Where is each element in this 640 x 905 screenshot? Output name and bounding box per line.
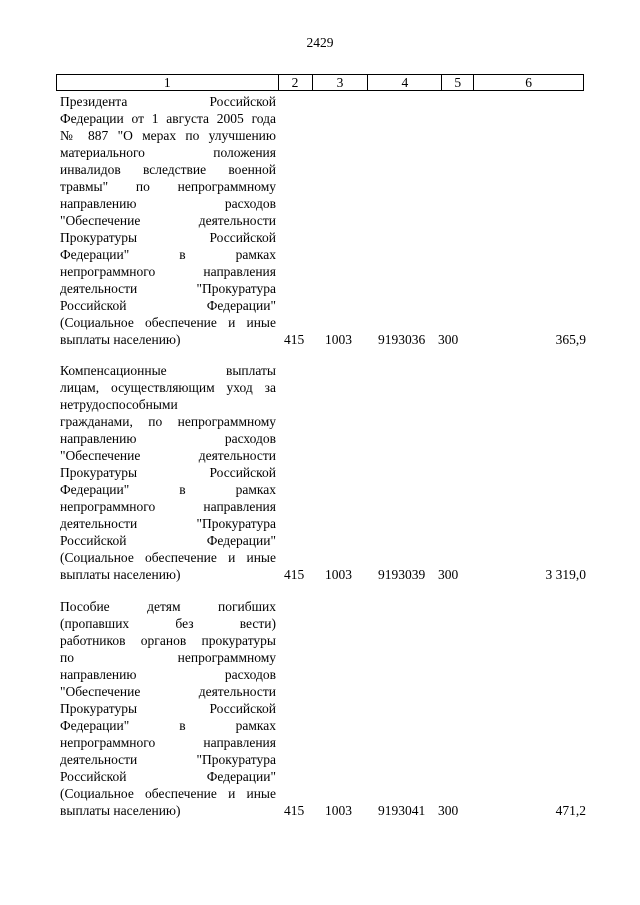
header-col-4: 4 <box>368 75 442 90</box>
col-3-value: 1003 <box>325 803 352 818</box>
col-4-value: 9193036 <box>378 332 426 347</box>
description-line: Российской Федерации" <box>60 533 276 548</box>
header-col-5: 5 <box>442 75 474 90</box>
description-line: выплаты населению) <box>60 332 181 347</box>
page-number: 2429 <box>306 35 334 50</box>
header-col-6: 6 <box>474 75 584 90</box>
description-line: (Социальное обеспечение и иные <box>60 550 276 565</box>
description-line: направлению расходов <box>60 431 276 446</box>
description-line: по непрограммному <box>60 650 276 665</box>
description-line: Федерации" в рамках <box>60 482 276 497</box>
description-line: направлению расходов <box>60 667 276 682</box>
col-4-value: 9193041 <box>378 803 426 818</box>
table-row <box>60 598 586 819</box>
description-line: № 887 "О мерах по улучшению <box>60 128 276 143</box>
description-line: (Социальное обеспечение и иные <box>60 786 276 801</box>
col-5-value: 300 <box>438 567 459 582</box>
col-2-value: 415 <box>284 803 305 818</box>
table-row <box>60 362 586 583</box>
col-3-value: 1003 <box>325 567 352 582</box>
description-line: деятельности "Прокуратура <box>60 752 276 767</box>
col-5-value: 300 <box>438 332 459 347</box>
row-description <box>60 93 276 348</box>
header-col-3: 3 <box>313 75 369 90</box>
description-line: деятельности "Прокуратура <box>60 516 276 531</box>
description-line: непрограммного направления <box>60 499 276 514</box>
header-col-2: 2 <box>279 75 313 90</box>
description-line: лицам, осуществляющим уход за <box>60 380 276 395</box>
table-header <box>56 74 584 91</box>
description-line: гражданами, по непрограммному <box>60 414 276 429</box>
description-line: материального положения <box>60 145 276 160</box>
row-description <box>60 598 276 819</box>
description-line: Президента Российской <box>60 94 276 109</box>
description-line: Федерации" в рамках <box>60 718 276 733</box>
description-line: "Обеспечение деятельности <box>60 448 276 463</box>
description-line: Федерации от 1 августа 2005 года <box>60 111 276 126</box>
table-row <box>60 93 586 348</box>
description-line: работников органов прокуратуры <box>60 633 276 648</box>
description-line: выплаты населению) <box>60 803 181 818</box>
description-line: Российской Федерации" <box>60 298 276 313</box>
description-line: инвалидов вследствие военной <box>60 162 276 177</box>
description-line: Прокуратуры Российской <box>60 230 276 245</box>
description-line: (Социальное обеспечение и иные <box>60 315 276 330</box>
description-line: "Обеспечение деятельности <box>60 213 276 228</box>
header-col-1: 1 <box>57 75 279 90</box>
row-description <box>60 362 276 583</box>
col-4-value: 9193039 <box>378 567 426 582</box>
col-6-value: 365,9 <box>555 332 586 347</box>
col-6-value: 3 319,0 <box>545 567 586 582</box>
col-5-value: 300 <box>438 803 459 818</box>
description-line: Прокуратуры Российской <box>60 701 276 716</box>
col-6-value: 471,2 <box>555 803 586 818</box>
description-line: травмы" по непрограммному <box>60 179 276 194</box>
description-line: выплаты населению) <box>60 567 181 582</box>
description-line: нетрудоспособными <box>60 397 178 412</box>
description-line: "Обеспечение деятельности <box>60 684 276 699</box>
description-line: Прокуратуры Российской <box>60 465 276 480</box>
description-line: непрограммного направления <box>60 264 276 279</box>
col-2-value: 415 <box>284 332 305 347</box>
description-line: (пропавших без вести) <box>60 616 276 631</box>
description-line: Федерации" в рамках <box>60 247 276 262</box>
description-line: Российской Федерации" <box>60 769 276 784</box>
description-line: непрограммного направления <box>60 735 276 750</box>
col-3-value: 1003 <box>325 332 352 347</box>
description-line: деятельности "Прокуратура <box>60 281 276 296</box>
description-line: направлению расходов <box>60 196 276 211</box>
col-2-value: 415 <box>284 567 305 582</box>
description-line: Компенсационные выплаты <box>60 363 276 378</box>
description-line: Пособие детям погибших <box>60 599 276 614</box>
